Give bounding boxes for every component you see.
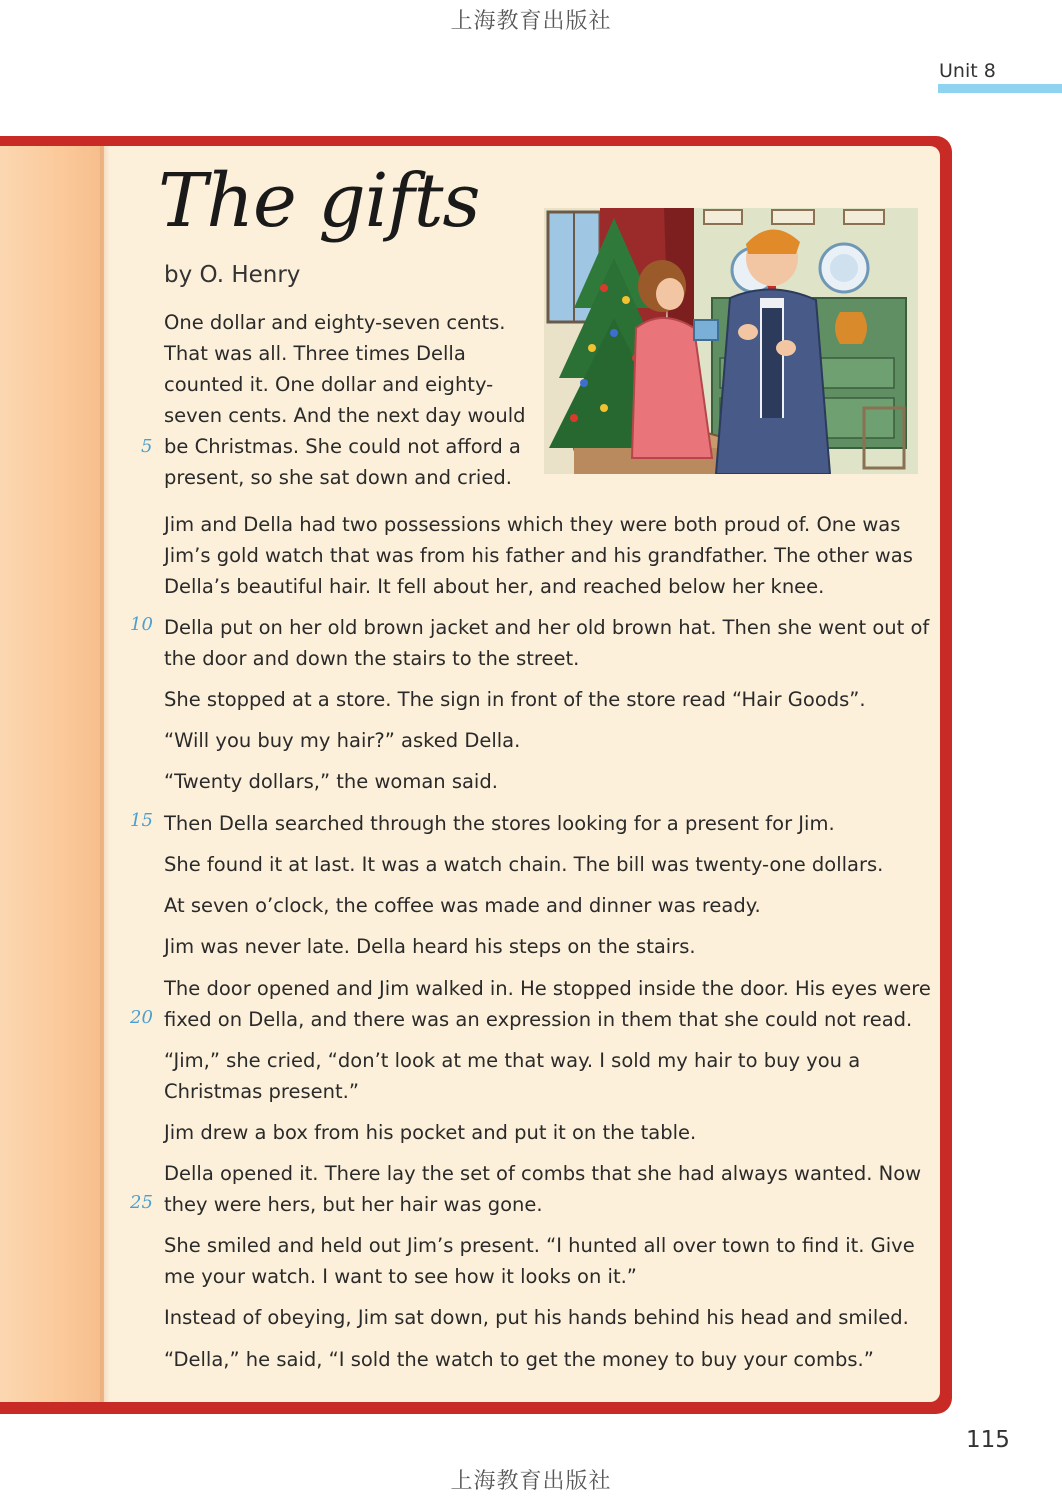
text-line: fixed on Della, and there was an expression in them that she could not read.: [164, 1008, 913, 1031]
paragraph-3: [164, 612, 929, 674]
text-line: counted it. One dollar and eighty-: [164, 373, 494, 396]
binding-shadow: [100, 146, 110, 1402]
page-number: 115: [966, 1427, 1010, 1453]
line-number: 20: [130, 1007, 153, 1028]
paragraph-2: [164, 509, 913, 602]
line-number: 5: [141, 436, 153, 457]
publisher-footer: 上海教育出版社: [450, 1469, 612, 1494]
paragraph-12: [164, 1045, 860, 1107]
text-line: Jim drew a box from his pocket and put it on the table.: [164, 1121, 697, 1144]
text-line: Della’s beautiful hair. It fell about her, and reached below her knee.: [164, 575, 825, 598]
text-line: they were hers, but her hair was gone.: [164, 1193, 543, 1216]
paragraph-15: [164, 1230, 915, 1292]
line-number: 25: [130, 1192, 153, 1213]
text-line: Jim was never late. Della heard his steps on the stairs.: [164, 935, 696, 958]
text-line: “Twenty dollars,” the woman said.: [164, 770, 498, 793]
line-number: 15: [130, 810, 153, 831]
text-line: Instead of obeying, Jim sat down, put his hands behind his head and smiled.: [164, 1306, 909, 1329]
text-line: seven cents. And the next day would: [164, 404, 526, 427]
text-line: “Will you buy my hair?” asked Della.: [164, 729, 521, 752]
christmas-gift-scene-illustration: [544, 208, 918, 474]
line-number: 10: [130, 614, 153, 635]
unit-label: Unit 8: [939, 60, 996, 82]
paragraph-10: [164, 931, 696, 962]
paragraph-7: [164, 808, 835, 839]
text-line: Then Della searched through the stores looking for a present for Jim.: [164, 812, 835, 835]
paragraph-14: [164, 1158, 921, 1220]
book-binding: [0, 146, 104, 1402]
text-line: “Della,” he said, “I sold the watch to get the money to buy your combs.”: [164, 1348, 874, 1371]
text-line: Jim’s gold watch that was from his father and his grandfather. The other was: [164, 544, 913, 567]
publisher-header: 上海教育出版社: [450, 9, 612, 34]
text-line: Della opened it. There lay the set of combs that she had always wanted. Now: [164, 1162, 922, 1185]
paragraph-16: [164, 1302, 909, 1333]
text-line: me your watch. I want to see how it looks on it.”: [164, 1265, 637, 1288]
unit-bar: [938, 84, 1062, 93]
paragraph-11: [164, 973, 931, 1035]
text-line: Della put on her old brown jacket and her old brown hat. Then she went out of: [164, 616, 930, 639]
text-line: She found it at last. It was a watch chain. The bill was twenty-one dollars.: [164, 853, 884, 876]
paragraph-13: [164, 1117, 696, 1148]
paragraph-6: [164, 766, 498, 797]
text-line: present, so she sat down and cried.: [164, 466, 512, 489]
text-line: One dollar and eighty-seven cents.: [164, 311, 506, 334]
paragraph-5: [164, 725, 520, 756]
paragraph-1: [164, 307, 526, 493]
story-title: The gifts: [158, 158, 480, 244]
paragraph-4: [164, 684, 866, 715]
text-line: “Jim,” she cried, “don’t look at me that way. I sold my hair to buy you a: [164, 1049, 861, 1072]
text-line: The door opened and Jim walked in. He stopped inside the door. His eyes were: [164, 977, 931, 1000]
story-author: by O. Henry: [164, 262, 301, 288]
text-line: That was all. Three times Della: [164, 342, 466, 365]
paragraph-9: [164, 890, 761, 921]
text-line: She smiled and held out Jim’s present. “I hunted all over town to find it. Give: [164, 1234, 915, 1257]
text-line: She stopped at a store. The sign in front of the store read “Hair Goods”.: [164, 688, 866, 711]
text-line: At seven o’clock, the coffee was made and dinner was ready.: [164, 894, 761, 917]
text-line: be Christmas. She could not afford a: [164, 435, 521, 458]
text-line: the door and down the stairs to the street.: [164, 647, 580, 670]
text-line: Jim and Della had two possessions which they were both proud of. One was: [164, 513, 901, 536]
paragraph-17: [164, 1344, 874, 1375]
text-line: Christmas present.”: [164, 1080, 359, 1103]
paragraph-8: [164, 849, 883, 880]
